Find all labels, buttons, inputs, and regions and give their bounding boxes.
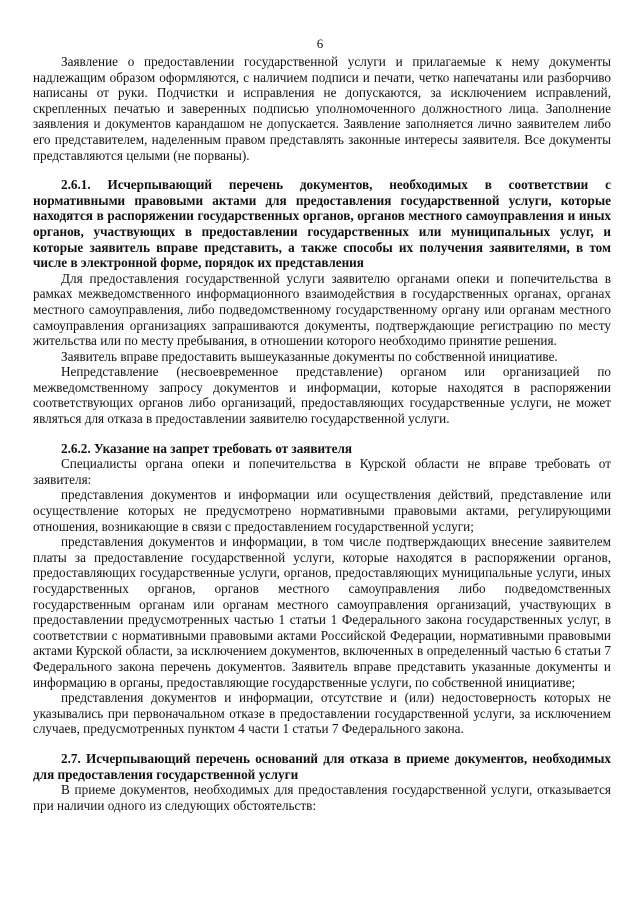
paragraph-prohibition-item-3: представления документов и информации, отсутствие и (или) недостоверность которых не указывались при первоначальном отказе в предоставлении государственной услуги, за исключением случаев, предусмотренных пунктом 4 части 1 статьи 7 Федерального закона. — [33, 690, 611, 737]
paragraph-prohibition-item-2: представления документов и информации, в том числе подтверждающих внесение заявителем платы за предоставление государственной услуги, которые находятся в распоряжении органов, предоставляющих государственные услуги, органов, предоставляющих муниципальные услуги, иных государственных органов, органов местного самоуправления либо подведомственных государственным органам или органам местного самоуправления организаций, участвующих в предоставлении предусмотренных частью 1 статьи 1 Федерального закона государственных услуг, в соответствии с нормативными правовыми актами Российской Федерации, нормативными правовыми актами Курской области, за исключением документов, включенных в определенный частью 6 статьи 7 Федерального закона перечень документов. Заявитель вправе представить указанные документы и информацию в органы, предоставляющие государственные услуги, по собственной инициативе; — [33, 534, 611, 690]
page-number: 6 — [316, 36, 324, 51]
paragraph-interagency-requests: Для предоставления государственной услуги заявителю органами опеки и попечительства в рамках межведомственного информационного взаимодействия в государственных органах, органах местного самоуправления, либо подведомственному государственному органу или органам местного самоуправления организациях запрашиваются документы, подтверждающие регистрацию по месту жительства или по месту пребывания, в отношении которого необходимо принятие решения. — [33, 270, 611, 349]
paragraph-prohibition-item-1: представления документов и информации или осуществления действий, представление или осуществление которых не предусмотрено нормативными правовыми актами, регулирующими отношения, возникающие в связи с предоставлением государственной услуги; — [33, 487, 611, 534]
section-heading-2-6-2: 2.6.2. Указание на запрет требовать от заявителя — [61, 440, 353, 456]
section-heading-2-7: 2.7. Исчерпывающий перечень оснований для отказа в приеме документов, необходимых для предоставления государственной услуги — [33, 750, 611, 782]
paragraph-non-submission: Непредставление (несвоевременное представление) органом или организацией по межведомственному запросу документов и информации, которые находятся в распоряжении соответствующих органов либо организаций, предоставляющих государственные услуги, не может являться для отказа в предоставлении заявителю государственной услуги. — [33, 364, 611, 427]
paragraph-refusal-intro: В приеме документов, необходимых для предоставления государственной услуги, отказывается при наличии одного из следующих обстоятельств: — [33, 782, 611, 813]
paragraph-signature-requirements: Заявление о предоставлении государственной услуги и прилагаемые к нему документы надлежащим образом оформляются, с наличием подписи и печати, четко напечатаны или разборчиво написаны от руки. Подчистки и исправления не допускаются, за исключением исправлений, скрепленных печатью и заверенных подписью уполномоченного должностного лица. Заполнение заявления и документов карандашом не допускается. Заявление заполняется лично заявителем либо его представителем, наделенным правом представлять законные интересы заявителя. Все документы представляются целыми (не порваны). — [33, 54, 611, 163]
section-heading-2-6-1: 2.6.1. Исчерпывающий перечень документов, необходимых в соответствии с нормативными правовыми актами для предоставления государственной услуги, которые находятся в распоряжении государственных органов, органов местного самоуправления и иных органов, участвующих в предоставлении государственных или муниципальных услуг, и которые заявитель вправе представить, а также способы их получения заявителями, в том числе в электронной форме, порядок их представления — [33, 177, 611, 271]
paragraph-prohibition-intro: Специалисты органа опеки и попечительства в Курской области не вправе требовать от заявителя: — [33, 456, 611, 487]
paragraph-own-initiative: Заявитель вправе предоставить вышеуказанные документы по собственной инициативе. — [61, 348, 558, 364]
document-body — [33, 54, 611, 813]
